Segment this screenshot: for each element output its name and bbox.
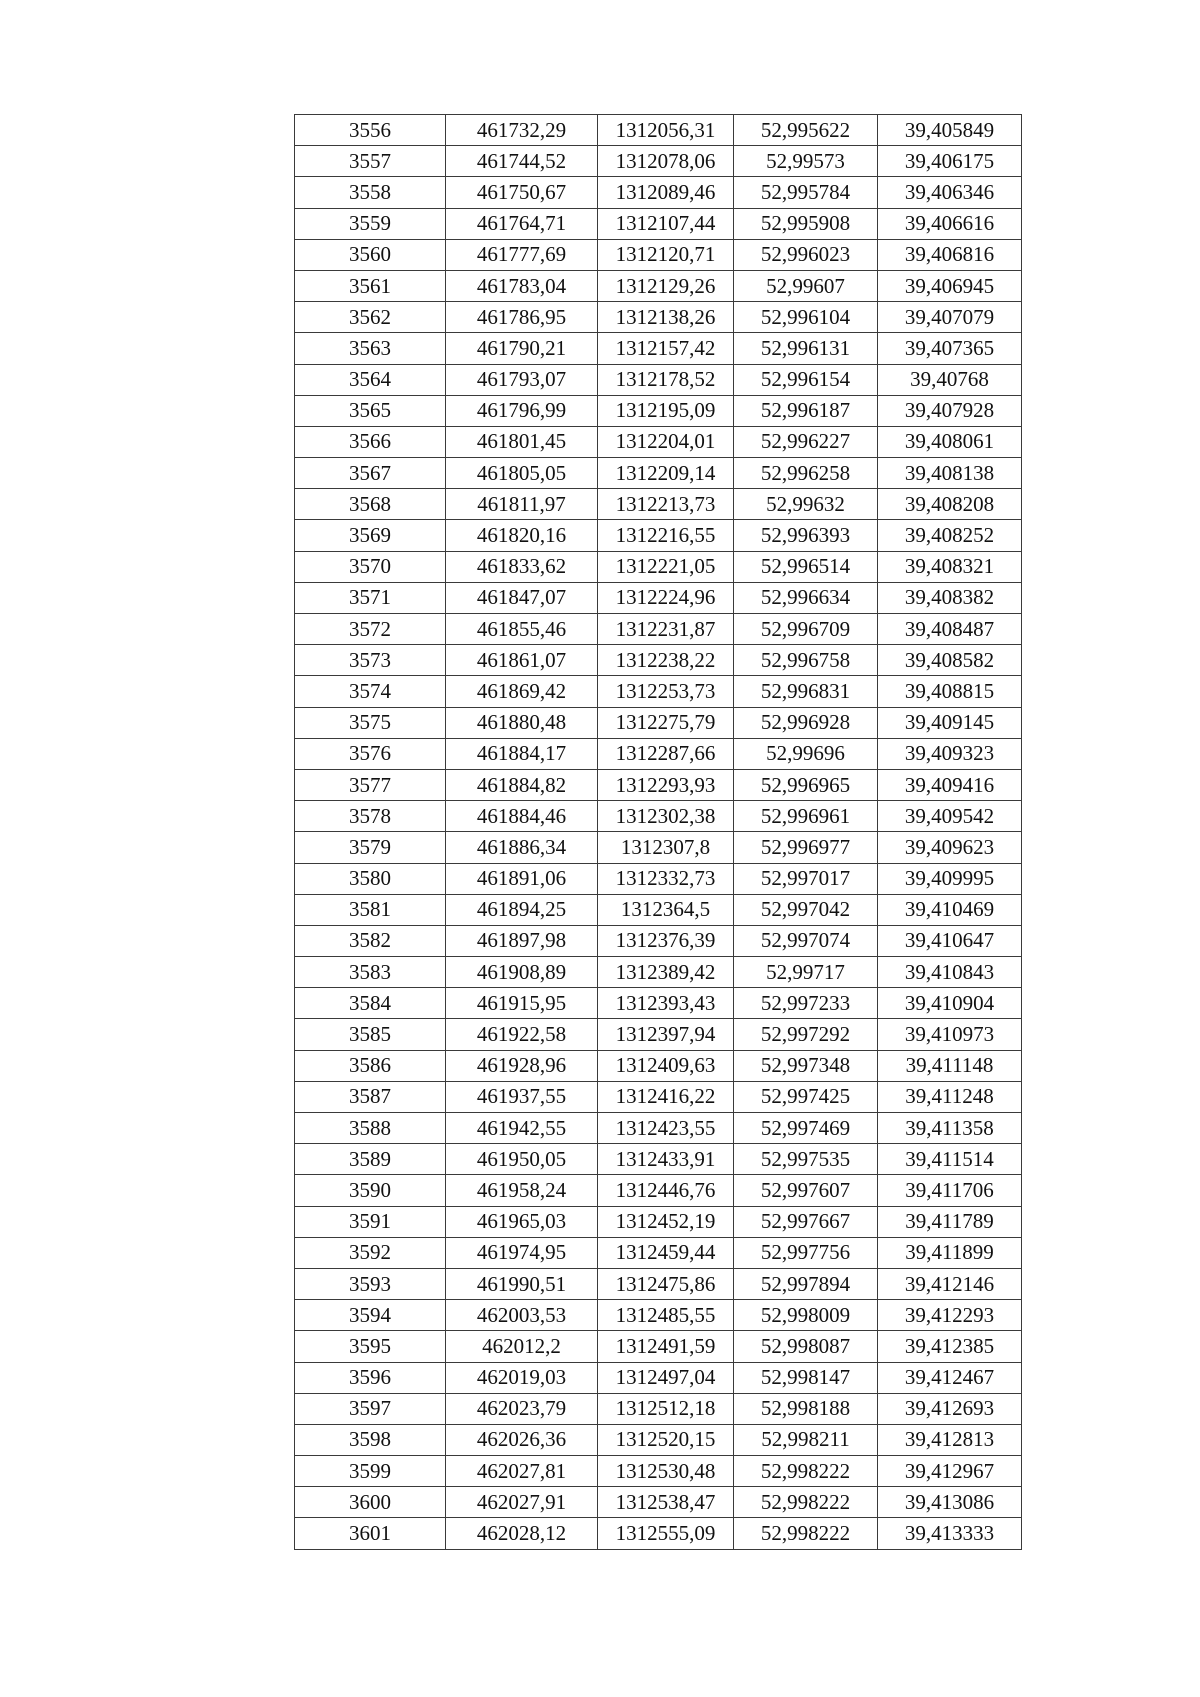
y-coordinate-cell: 1312497,04 bbox=[598, 1362, 734, 1393]
point-number-cell: 3561 bbox=[295, 270, 446, 301]
y-coordinate-cell: 1312293,93 bbox=[598, 769, 734, 800]
point-number-cell: 3577 bbox=[295, 769, 446, 800]
table-row bbox=[295, 115, 1022, 146]
point-number-cell: 3592 bbox=[295, 1237, 446, 1268]
x-coordinate-cell: 461928,96 bbox=[446, 1050, 598, 1081]
point-number-cell: 3579 bbox=[295, 832, 446, 863]
x-coordinate-cell: 461965,03 bbox=[446, 1206, 598, 1237]
table-row bbox=[295, 614, 1022, 645]
longitude-cell: 39,40768 bbox=[878, 364, 1022, 395]
table-row bbox=[295, 177, 1022, 208]
point-number-cell: 3601 bbox=[295, 1518, 446, 1549]
table-row bbox=[295, 1300, 1022, 1331]
table-row bbox=[295, 769, 1022, 800]
table-row bbox=[295, 1113, 1022, 1144]
longitude-cell: 39,411706 bbox=[878, 1175, 1022, 1206]
latitude-cell: 52,997667 bbox=[734, 1206, 878, 1237]
longitude-cell: 39,411358 bbox=[878, 1113, 1022, 1144]
longitude-cell: 39,407079 bbox=[878, 302, 1022, 333]
latitude-cell: 52,996154 bbox=[734, 364, 878, 395]
y-coordinate-cell: 1312178,52 bbox=[598, 364, 734, 395]
table-row bbox=[295, 1456, 1022, 1487]
x-coordinate-cell: 462027,81 bbox=[446, 1456, 598, 1487]
longitude-cell: 39,409416 bbox=[878, 769, 1022, 800]
latitude-cell: 52,997894 bbox=[734, 1268, 878, 1299]
point-number-cell: 3559 bbox=[295, 208, 446, 239]
point-number-cell: 3596 bbox=[295, 1362, 446, 1393]
longitude-cell: 39,408487 bbox=[878, 614, 1022, 645]
latitude-cell: 52,996187 bbox=[734, 395, 878, 426]
x-coordinate-cell: 461894,25 bbox=[446, 894, 598, 925]
longitude-cell: 39,408138 bbox=[878, 458, 1022, 489]
x-coordinate-cell: 461790,21 bbox=[446, 333, 598, 364]
x-coordinate-cell: 461886,34 bbox=[446, 832, 598, 863]
latitude-cell: 52,996104 bbox=[734, 302, 878, 333]
latitude-cell: 52,998188 bbox=[734, 1393, 878, 1424]
y-coordinate-cell: 1312056,31 bbox=[598, 115, 734, 146]
longitude-cell: 39,406175 bbox=[878, 146, 1022, 177]
x-coordinate-cell: 461855,46 bbox=[446, 614, 598, 645]
table-row bbox=[295, 1487, 1022, 1518]
longitude-cell: 39,412293 bbox=[878, 1300, 1022, 1331]
latitude-cell: 52,996258 bbox=[734, 458, 878, 489]
y-coordinate-cell: 1312307,8 bbox=[598, 832, 734, 863]
y-coordinate-cell: 1312089,46 bbox=[598, 177, 734, 208]
table-row bbox=[295, 1019, 1022, 1050]
point-number-cell: 3584 bbox=[295, 988, 446, 1019]
latitude-cell: 52,996928 bbox=[734, 707, 878, 738]
table-row bbox=[295, 364, 1022, 395]
table-row bbox=[295, 1175, 1022, 1206]
point-number-cell: 3558 bbox=[295, 177, 446, 208]
y-coordinate-cell: 1312204,01 bbox=[598, 426, 734, 457]
x-coordinate-cell: 461974,95 bbox=[446, 1237, 598, 1268]
y-coordinate-cell: 1312107,44 bbox=[598, 208, 734, 239]
x-coordinate-cell: 461884,82 bbox=[446, 769, 598, 800]
latitude-cell: 52,997535 bbox=[734, 1144, 878, 1175]
table-row bbox=[295, 863, 1022, 894]
point-number-cell: 3586 bbox=[295, 1050, 446, 1081]
y-coordinate-cell: 1312538,47 bbox=[598, 1487, 734, 1518]
x-coordinate-cell: 462012,2 bbox=[446, 1331, 598, 1362]
point-number-cell: 3575 bbox=[295, 707, 446, 738]
y-coordinate-cell: 1312253,73 bbox=[598, 676, 734, 707]
latitude-cell: 52,998222 bbox=[734, 1518, 878, 1549]
longitude-cell: 39,409995 bbox=[878, 863, 1022, 894]
x-coordinate-cell: 461777,69 bbox=[446, 239, 598, 270]
latitude-cell: 52,996965 bbox=[734, 769, 878, 800]
latitude-cell: 52,99717 bbox=[734, 957, 878, 988]
latitude-cell: 52,996023 bbox=[734, 239, 878, 270]
point-number-cell: 3599 bbox=[295, 1456, 446, 1487]
latitude-cell: 52,997607 bbox=[734, 1175, 878, 1206]
latitude-cell: 52,99573 bbox=[734, 146, 878, 177]
point-number-cell: 3590 bbox=[295, 1175, 446, 1206]
table-row bbox=[295, 1331, 1022, 1362]
latitude-cell: 52,998009 bbox=[734, 1300, 878, 1331]
point-number-cell: 3573 bbox=[295, 645, 446, 676]
point-number-cell: 3567 bbox=[295, 458, 446, 489]
longitude-cell: 39,405849 bbox=[878, 115, 1022, 146]
longitude-cell: 39,409542 bbox=[878, 801, 1022, 832]
table-row bbox=[295, 520, 1022, 551]
table-row bbox=[295, 832, 1022, 863]
latitude-cell: 52,997469 bbox=[734, 1113, 878, 1144]
table-row bbox=[295, 988, 1022, 1019]
latitude-cell: 52,998222 bbox=[734, 1487, 878, 1518]
point-number-cell: 3588 bbox=[295, 1113, 446, 1144]
table-row bbox=[295, 1362, 1022, 1393]
point-number-cell: 3570 bbox=[295, 551, 446, 582]
longitude-cell: 39,409323 bbox=[878, 738, 1022, 769]
latitude-cell: 52,99696 bbox=[734, 738, 878, 769]
point-number-cell: 3587 bbox=[295, 1081, 446, 1112]
y-coordinate-cell: 1312433,91 bbox=[598, 1144, 734, 1175]
longitude-cell: 39,410843 bbox=[878, 957, 1022, 988]
y-coordinate-cell: 1312224,96 bbox=[598, 582, 734, 613]
y-coordinate-cell: 1312485,55 bbox=[598, 1300, 734, 1331]
y-coordinate-cell: 1312275,79 bbox=[598, 707, 734, 738]
point-number-cell: 3572 bbox=[295, 614, 446, 645]
latitude-cell: 52,996227 bbox=[734, 426, 878, 457]
longitude-cell: 39,411789 bbox=[878, 1206, 1022, 1237]
y-coordinate-cell: 1312078,06 bbox=[598, 146, 734, 177]
y-coordinate-cell: 1312129,26 bbox=[598, 270, 734, 301]
point-number-cell: 3562 bbox=[295, 302, 446, 333]
point-number-cell: 3565 bbox=[295, 395, 446, 426]
x-coordinate-cell: 462027,91 bbox=[446, 1487, 598, 1518]
point-number-cell: 3574 bbox=[295, 676, 446, 707]
latitude-cell: 52,996758 bbox=[734, 645, 878, 676]
latitude-cell: 52,99607 bbox=[734, 270, 878, 301]
table-row bbox=[295, 1518, 1022, 1549]
y-coordinate-cell: 1312238,22 bbox=[598, 645, 734, 676]
table-row bbox=[295, 208, 1022, 239]
x-coordinate-cell: 461783,04 bbox=[446, 270, 598, 301]
point-number-cell: 3569 bbox=[295, 520, 446, 551]
x-coordinate-cell: 461869,42 bbox=[446, 676, 598, 707]
x-coordinate-cell: 461805,05 bbox=[446, 458, 598, 489]
longitude-cell: 39,410647 bbox=[878, 925, 1022, 956]
table-row bbox=[295, 551, 1022, 582]
x-coordinate-cell: 461942,55 bbox=[446, 1113, 598, 1144]
table-row bbox=[295, 333, 1022, 364]
longitude-cell: 39,408582 bbox=[878, 645, 1022, 676]
table-row bbox=[295, 270, 1022, 301]
y-coordinate-cell: 1312512,18 bbox=[598, 1393, 734, 1424]
table-row bbox=[295, 302, 1022, 333]
point-number-cell: 3578 bbox=[295, 801, 446, 832]
point-number-cell: 3594 bbox=[295, 1300, 446, 1331]
longitude-cell: 39,406945 bbox=[878, 270, 1022, 301]
y-coordinate-cell: 1312397,94 bbox=[598, 1019, 734, 1050]
x-coordinate-cell: 461880,48 bbox=[446, 707, 598, 738]
y-coordinate-cell: 1312120,71 bbox=[598, 239, 734, 270]
longitude-cell: 39,412813 bbox=[878, 1424, 1022, 1455]
table-row bbox=[295, 957, 1022, 988]
table-row bbox=[295, 925, 1022, 956]
y-coordinate-cell: 1312213,73 bbox=[598, 489, 734, 520]
longitude-cell: 39,412693 bbox=[878, 1393, 1022, 1424]
y-coordinate-cell: 1312459,44 bbox=[598, 1237, 734, 1268]
y-coordinate-cell: 1312364,5 bbox=[598, 894, 734, 925]
y-coordinate-cell: 1312520,15 bbox=[598, 1424, 734, 1455]
table-row bbox=[295, 1268, 1022, 1299]
point-number-cell: 3597 bbox=[295, 1393, 446, 1424]
point-number-cell: 3585 bbox=[295, 1019, 446, 1050]
coordinates-table bbox=[294, 114, 1022, 1550]
x-coordinate-cell: 461801,45 bbox=[446, 426, 598, 457]
point-number-cell: 3576 bbox=[295, 738, 446, 769]
longitude-cell: 39,412967 bbox=[878, 1456, 1022, 1487]
table-row bbox=[295, 738, 1022, 769]
x-coordinate-cell: 461884,46 bbox=[446, 801, 598, 832]
latitude-cell: 52,998222 bbox=[734, 1456, 878, 1487]
x-coordinate-cell: 462026,36 bbox=[446, 1424, 598, 1455]
longitude-cell: 39,410469 bbox=[878, 894, 1022, 925]
longitude-cell: 39,409145 bbox=[878, 707, 1022, 738]
latitude-cell: 52,997756 bbox=[734, 1237, 878, 1268]
latitude-cell: 52,996393 bbox=[734, 520, 878, 551]
latitude-cell: 52,996709 bbox=[734, 614, 878, 645]
table-row bbox=[295, 676, 1022, 707]
latitude-cell: 52,99632 bbox=[734, 489, 878, 520]
point-number-cell: 3595 bbox=[295, 1331, 446, 1362]
y-coordinate-cell: 1312221,05 bbox=[598, 551, 734, 582]
latitude-cell: 52,997425 bbox=[734, 1081, 878, 1112]
longitude-cell: 39,406616 bbox=[878, 208, 1022, 239]
x-coordinate-cell: 461937,55 bbox=[446, 1081, 598, 1112]
longitude-cell: 39,411148 bbox=[878, 1050, 1022, 1081]
table-row bbox=[295, 801, 1022, 832]
latitude-cell: 52,996514 bbox=[734, 551, 878, 582]
longitude-cell: 39,407928 bbox=[878, 395, 1022, 426]
x-coordinate-cell: 461820,16 bbox=[446, 520, 598, 551]
x-coordinate-cell: 462023,79 bbox=[446, 1393, 598, 1424]
x-coordinate-cell: 461796,99 bbox=[446, 395, 598, 426]
y-coordinate-cell: 1312287,66 bbox=[598, 738, 734, 769]
longitude-cell: 39,407365 bbox=[878, 333, 1022, 364]
latitude-cell: 52,997074 bbox=[734, 925, 878, 956]
y-coordinate-cell: 1312376,39 bbox=[598, 925, 734, 956]
y-coordinate-cell: 1312393,43 bbox=[598, 988, 734, 1019]
latitude-cell: 52,995908 bbox=[734, 208, 878, 239]
longitude-cell: 39,408208 bbox=[878, 489, 1022, 520]
latitude-cell: 52,997017 bbox=[734, 863, 878, 894]
x-coordinate-cell: 461811,97 bbox=[446, 489, 598, 520]
point-number-cell: 3582 bbox=[295, 925, 446, 956]
table-row bbox=[295, 707, 1022, 738]
point-number-cell: 3600 bbox=[295, 1487, 446, 1518]
longitude-cell: 39,412467 bbox=[878, 1362, 1022, 1393]
latitude-cell: 52,998147 bbox=[734, 1362, 878, 1393]
x-coordinate-cell: 461793,07 bbox=[446, 364, 598, 395]
x-coordinate-cell: 462019,03 bbox=[446, 1362, 598, 1393]
point-number-cell: 3564 bbox=[295, 364, 446, 395]
point-number-cell: 3566 bbox=[295, 426, 446, 457]
longitude-cell: 39,408815 bbox=[878, 676, 1022, 707]
latitude-cell: 52,997233 bbox=[734, 988, 878, 1019]
y-coordinate-cell: 1312209,14 bbox=[598, 458, 734, 489]
longitude-cell: 39,408321 bbox=[878, 551, 1022, 582]
point-number-cell: 3598 bbox=[295, 1424, 446, 1455]
table-row bbox=[295, 426, 1022, 457]
longitude-cell: 39,410973 bbox=[878, 1019, 1022, 1050]
longitude-cell: 39,409623 bbox=[878, 832, 1022, 863]
y-coordinate-cell: 1312555,09 bbox=[598, 1518, 734, 1549]
longitude-cell: 39,413333 bbox=[878, 1518, 1022, 1549]
x-coordinate-cell: 461884,17 bbox=[446, 738, 598, 769]
x-coordinate-cell: 461891,06 bbox=[446, 863, 598, 894]
latitude-cell: 52,997348 bbox=[734, 1050, 878, 1081]
table-row bbox=[295, 395, 1022, 426]
table-row bbox=[295, 1424, 1022, 1455]
point-number-cell: 3560 bbox=[295, 239, 446, 270]
x-coordinate-cell: 461990,51 bbox=[446, 1268, 598, 1299]
x-coordinate-cell: 461833,62 bbox=[446, 551, 598, 582]
table-row bbox=[295, 894, 1022, 925]
point-number-cell: 3568 bbox=[295, 489, 446, 520]
longitude-cell: 39,411248 bbox=[878, 1081, 1022, 1112]
table-row bbox=[295, 1206, 1022, 1237]
longitude-cell: 39,412385 bbox=[878, 1331, 1022, 1362]
y-coordinate-cell: 1312409,63 bbox=[598, 1050, 734, 1081]
latitude-cell: 52,997292 bbox=[734, 1019, 878, 1050]
x-coordinate-cell: 461764,71 bbox=[446, 208, 598, 239]
longitude-cell: 39,408061 bbox=[878, 426, 1022, 457]
latitude-cell: 52,998087 bbox=[734, 1331, 878, 1362]
point-number-cell: 3580 bbox=[295, 863, 446, 894]
latitude-cell: 52,997042 bbox=[734, 894, 878, 925]
y-coordinate-cell: 1312216,55 bbox=[598, 520, 734, 551]
x-coordinate-cell: 461922,58 bbox=[446, 1019, 598, 1050]
y-coordinate-cell: 1312416,22 bbox=[598, 1081, 734, 1112]
x-coordinate-cell: 462003,53 bbox=[446, 1300, 598, 1331]
table-row bbox=[295, 1237, 1022, 1268]
x-coordinate-cell: 461786,95 bbox=[446, 302, 598, 333]
x-coordinate-cell: 461950,05 bbox=[446, 1144, 598, 1175]
longitude-cell: 39,406816 bbox=[878, 239, 1022, 270]
y-coordinate-cell: 1312446,76 bbox=[598, 1175, 734, 1206]
table-row bbox=[295, 1081, 1022, 1112]
y-coordinate-cell: 1312491,59 bbox=[598, 1331, 734, 1362]
latitude-cell: 52,998211 bbox=[734, 1424, 878, 1455]
x-coordinate-cell: 461750,67 bbox=[446, 177, 598, 208]
latitude-cell: 52,996634 bbox=[734, 582, 878, 613]
coordinates-table-body bbox=[295, 115, 1022, 1550]
latitude-cell: 52,995622 bbox=[734, 115, 878, 146]
point-number-cell: 3571 bbox=[295, 582, 446, 613]
table-row bbox=[295, 582, 1022, 613]
longitude-cell: 39,412146 bbox=[878, 1268, 1022, 1299]
x-coordinate-cell: 461847,07 bbox=[446, 582, 598, 613]
latitude-cell: 52,996131 bbox=[734, 333, 878, 364]
x-coordinate-cell: 461915,95 bbox=[446, 988, 598, 1019]
point-number-cell: 3563 bbox=[295, 333, 446, 364]
point-number-cell: 3581 bbox=[295, 894, 446, 925]
y-coordinate-cell: 1312195,09 bbox=[598, 395, 734, 426]
table-row bbox=[295, 645, 1022, 676]
point-number-cell: 3556 bbox=[295, 115, 446, 146]
longitude-cell: 39,408382 bbox=[878, 582, 1022, 613]
longitude-cell: 39,413086 bbox=[878, 1487, 1022, 1518]
longitude-cell: 39,411899 bbox=[878, 1237, 1022, 1268]
y-coordinate-cell: 1312389,42 bbox=[598, 957, 734, 988]
x-coordinate-cell: 461897,98 bbox=[446, 925, 598, 956]
longitude-cell: 39,410904 bbox=[878, 988, 1022, 1019]
y-coordinate-cell: 1312157,42 bbox=[598, 333, 734, 364]
table-row bbox=[295, 489, 1022, 520]
latitude-cell: 52,996961 bbox=[734, 801, 878, 832]
y-coordinate-cell: 1312475,86 bbox=[598, 1268, 734, 1299]
longitude-cell: 39,406346 bbox=[878, 177, 1022, 208]
table-row bbox=[295, 1393, 1022, 1424]
table-row bbox=[295, 1050, 1022, 1081]
point-number-cell: 3557 bbox=[295, 146, 446, 177]
latitude-cell: 52,996831 bbox=[734, 676, 878, 707]
table-row bbox=[295, 1144, 1022, 1175]
latitude-cell: 52,995784 bbox=[734, 177, 878, 208]
y-coordinate-cell: 1312138,26 bbox=[598, 302, 734, 333]
table-row bbox=[295, 146, 1022, 177]
point-number-cell: 3589 bbox=[295, 1144, 446, 1175]
point-number-cell: 3593 bbox=[295, 1268, 446, 1299]
table-row bbox=[295, 239, 1022, 270]
y-coordinate-cell: 1312452,19 bbox=[598, 1206, 734, 1237]
y-coordinate-cell: 1312231,87 bbox=[598, 614, 734, 645]
table-row bbox=[295, 458, 1022, 489]
y-coordinate-cell: 1312302,38 bbox=[598, 801, 734, 832]
point-number-cell: 3583 bbox=[295, 957, 446, 988]
x-coordinate-cell: 461732,29 bbox=[446, 115, 598, 146]
x-coordinate-cell: 461908,89 bbox=[446, 957, 598, 988]
latitude-cell: 52,996977 bbox=[734, 832, 878, 863]
y-coordinate-cell: 1312530,48 bbox=[598, 1456, 734, 1487]
x-coordinate-cell: 461744,52 bbox=[446, 146, 598, 177]
x-coordinate-cell: 461958,24 bbox=[446, 1175, 598, 1206]
point-number-cell: 3591 bbox=[295, 1206, 446, 1237]
x-coordinate-cell: 461861,07 bbox=[446, 645, 598, 676]
longitude-cell: 39,408252 bbox=[878, 520, 1022, 551]
y-coordinate-cell: 1312332,73 bbox=[598, 863, 734, 894]
longitude-cell: 39,411514 bbox=[878, 1144, 1022, 1175]
x-coordinate-cell: 462028,12 bbox=[446, 1518, 598, 1549]
y-coordinate-cell: 1312423,55 bbox=[598, 1113, 734, 1144]
